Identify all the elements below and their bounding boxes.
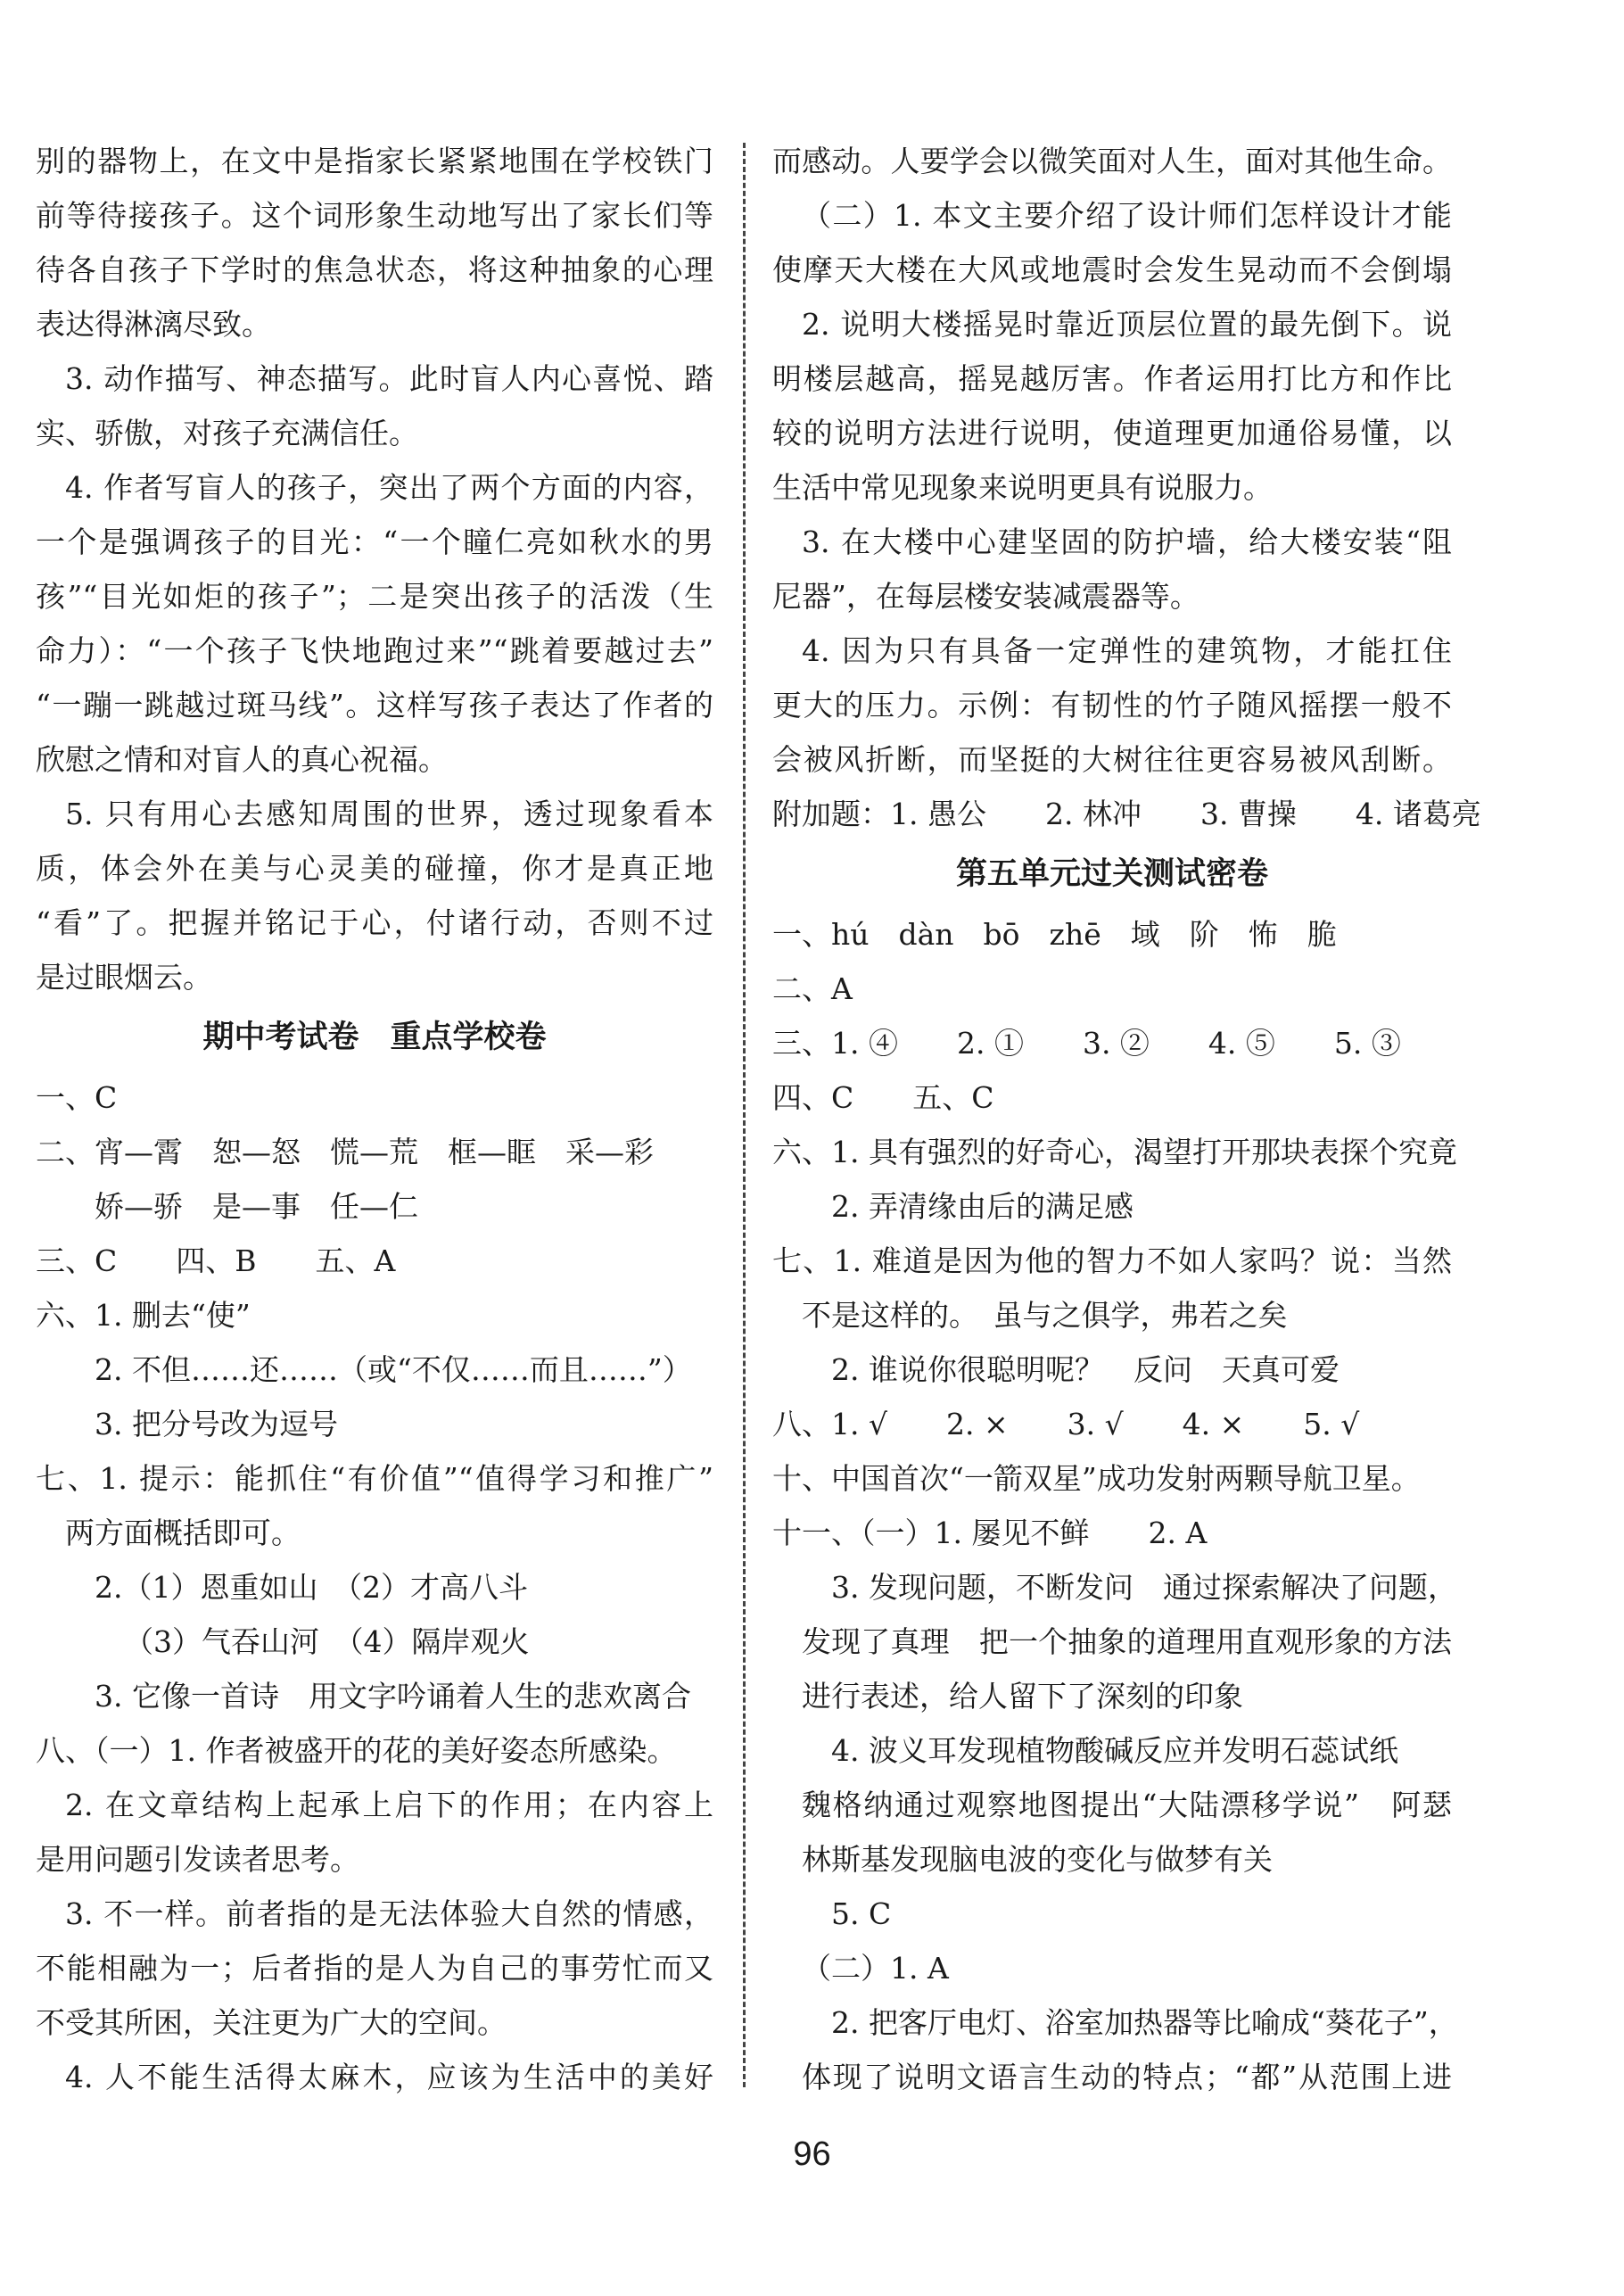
text-line: 4. 人不能生活得太麻木，应该为生活中的美好: [65, 2060, 713, 2094]
text-line: 3. 在大楼中心建坚固的防护墙，给大楼安装“阻: [802, 524, 1452, 559]
text-line: 六、1. 具有强烈的好奇心，渴望打开那块表探个究竟: [772, 1135, 1457, 1169]
text-line: 是用问题引发读者思考。: [36, 1842, 359, 1877]
text-line: 十一、（一）1. 屡见不鲜 2. A: [772, 1516, 1208, 1550]
text-line: 较的说明方法进行说明，使道理更加通俗易懂，以: [772, 416, 1452, 450]
text-line: 前等待接孩子。这个词形象生动地写出了家长们等: [36, 198, 713, 233]
text-line: （二）1. 本文主要介绍了设计师们怎样设计才能: [802, 198, 1452, 233]
text-line: 4. 作者写盲人的孩子，突出了两个方面的内容，: [65, 470, 713, 505]
left-column: [36, 134, 713, 2104]
text-line: 表达得淋漓尽致。: [36, 307, 271, 342]
text-line: 2.（1）恩重如山 （2）才高八斗: [95, 1570, 528, 1605]
text-line: 四、C 五、C: [772, 1080, 994, 1115]
text-line: 体现了说明文语言生动的特点；“都”从范围上进: [802, 2060, 1452, 2094]
text-line: 发现了真理 把一个抽象的道理用直观形象的方法: [802, 1624, 1452, 1659]
text-line: 两方面概括即可。: [65, 1516, 301, 1550]
section-heading: 第五单元过关测试密卷: [955, 856, 1268, 892]
text-line: 二、宵—霄 恕—怒 慌—荒 框—眶 采—彩: [36, 1135, 654, 1169]
text-line: 欣慰之情和对盲人的真心祝福。: [36, 742, 448, 777]
text-line: 更大的压力。示例：有韧性的竹子随风摇摆一般不: [772, 688, 1452, 723]
text-line: 七、1. 提示：能抓住“有价值”“值得学习和推广”: [36, 1461, 713, 1496]
text-line: 三、C 四、B 五、A: [36, 1243, 396, 1278]
text-line: 质，体会外在美与心灵美的碰撞，你才是真正地: [36, 851, 713, 886]
text-line: 三、1. ④ 2. ① 3. ② 4. ⑤ 5. ③: [772, 1026, 1401, 1061]
text-line: 娇—骄 是—事 任—仁: [95, 1189, 418, 1224]
text-line: 尼器”，在每层楼安装减震器等。: [772, 579, 1199, 614]
text-line: 魏格纳通过观察地图提出“大陆漂移学说” 阿瑟: [802, 1788, 1452, 1822]
text-line: 5. C: [831, 1896, 892, 1931]
text-line: （二）1. A: [802, 1951, 949, 1986]
text-line: 不受其所困，关注更为广大的空间。: [36, 2005, 507, 2040]
text-line: 一、hú dàn bō zhē 域 阶 怖 脆: [772, 917, 1337, 952]
text-line: 3. 把分号改为逗号: [95, 1407, 338, 1441]
text-line: 进行表述，给人留下了深刻的印象: [802, 1679, 1243, 1714]
text-line: 孩”“目光如炬的孩子”；二是突出孩子的活泼（生: [36, 579, 713, 614]
text-line: 别的器物上，在文中是指家长紧紧地围在学校铁门: [36, 144, 713, 178]
text-line: 实、骄傲，对孩子充满信任。: [36, 416, 418, 450]
text-line: 附加题：1. 愚公 2. 林冲 3. 曹操 4. 诸葛亮: [772, 797, 1481, 831]
text-line: 林斯基发现脑电波的变化与做梦有关: [802, 1842, 1273, 1877]
column-divider: [743, 143, 746, 2087]
text-line: 而感动。人要学会以微笑面对人生，面对其他生命。: [772, 144, 1452, 178]
section-heading: 期中考试卷 重点学校卷: [202, 1020, 547, 1055]
text-line: 八、1. √ 2. × 3. √ 4. × 5. √: [772, 1407, 1360, 1441]
text-line: 2. 在文章结构上起承上启下的作用；在内容上: [65, 1788, 713, 1822]
text-line: 2. 不但……还……（或“不仅……而且……”）: [95, 1352, 692, 1387]
text-line: 生活中常见现象来说明更具有说服力。: [772, 470, 1273, 505]
text-line: 二、A: [772, 971, 853, 1006]
text-line: 5. 只有用心去感知周围的世界，透过现象看本: [65, 797, 713, 831]
text-line: 七、1. 难道是因为他的智力不如人家吗？说：当然: [772, 1243, 1452, 1278]
text-line: 不能相融为一；后者指的是人为自己的事劳忙而又: [36, 1951, 713, 1986]
text-line: 2. 弄清缘由后的满足感: [831, 1189, 1134, 1224]
text-line: 是过眼烟云。: [36, 960, 212, 995]
text-line: 3. 发现问题，不断发问 通过探索解决了问题，: [831, 1570, 1457, 1605]
text-line: 4. 因为只有具备一定弹性的建筑物，才能扛住: [802, 633, 1452, 668]
text-line: “一蹦一跳越过斑马线”。这样写孩子表达了作者的: [36, 688, 713, 723]
text-line: 待各自孩子下学时的焦急状态，将这种抽象的心理: [36, 252, 713, 287]
text-line: 不是这样的。 虽与之俱学，弗若之矣: [802, 1298, 1288, 1333]
text-line: 十、中国首次“一箭双星”成功发射两颗导航卫星。: [772, 1461, 1421, 1496]
text-line: 六、1. 删去“使”: [36, 1298, 251, 1333]
text-line: 使摩天大楼在大风或地震时会发生晃动而不会倒塌: [772, 252, 1452, 287]
text-line: 3. 不一样。前者指的是无法体验大自然的情感，: [65, 1896, 713, 1931]
text-line: 明楼层越高，摇晃越厉害。作者运用打比方和作比: [772, 361, 1452, 396]
text-line: 命力）：“一个孩子飞快地跑过来”“跳着要越过去”: [36, 633, 713, 668]
text-line: 八、（一）1. 作者被盛开的花的美好姿态所感染。: [36, 1733, 677, 1768]
text-line: 4. 波义耳发现植物酸碱反应并发明石蕊试纸: [831, 1733, 1398, 1768]
text-line: 2. 把客厅电灯、浴室加热器等比喻成“葵花子”，: [831, 2005, 1458, 2040]
text-line: “看”了。把握并铭记于心，付诸行动，否则不过: [36, 905, 713, 940]
text-line: 3. 动作描写、神态描写。此时盲人内心喜悦、踏: [65, 361, 713, 396]
text-line: （3）气吞山河 （4）隔岸观火: [124, 1624, 530, 1659]
text-line: 一个是强调孩子的目光：“一个瞳仁亮如秋水的男: [36, 524, 713, 559]
right-column: [772, 134, 1481, 2104]
text-line: 3. 它像一首诗 用文字吟诵着人生的悲欢离合: [95, 1679, 691, 1714]
text-line: 一、C: [36, 1080, 118, 1115]
page-number: 96: [793, 2135, 831, 2173]
text-line: 2. 说明大楼摇晃时靠近顶层位置的最先倒下。说: [802, 307, 1452, 342]
text-line: 2. 谁说你很聪明呢？ 反问 天真可爱: [831, 1352, 1340, 1387]
text-line: 会被风折断，而坚挺的大树往往更容易被风刮断。: [772, 742, 1452, 777]
